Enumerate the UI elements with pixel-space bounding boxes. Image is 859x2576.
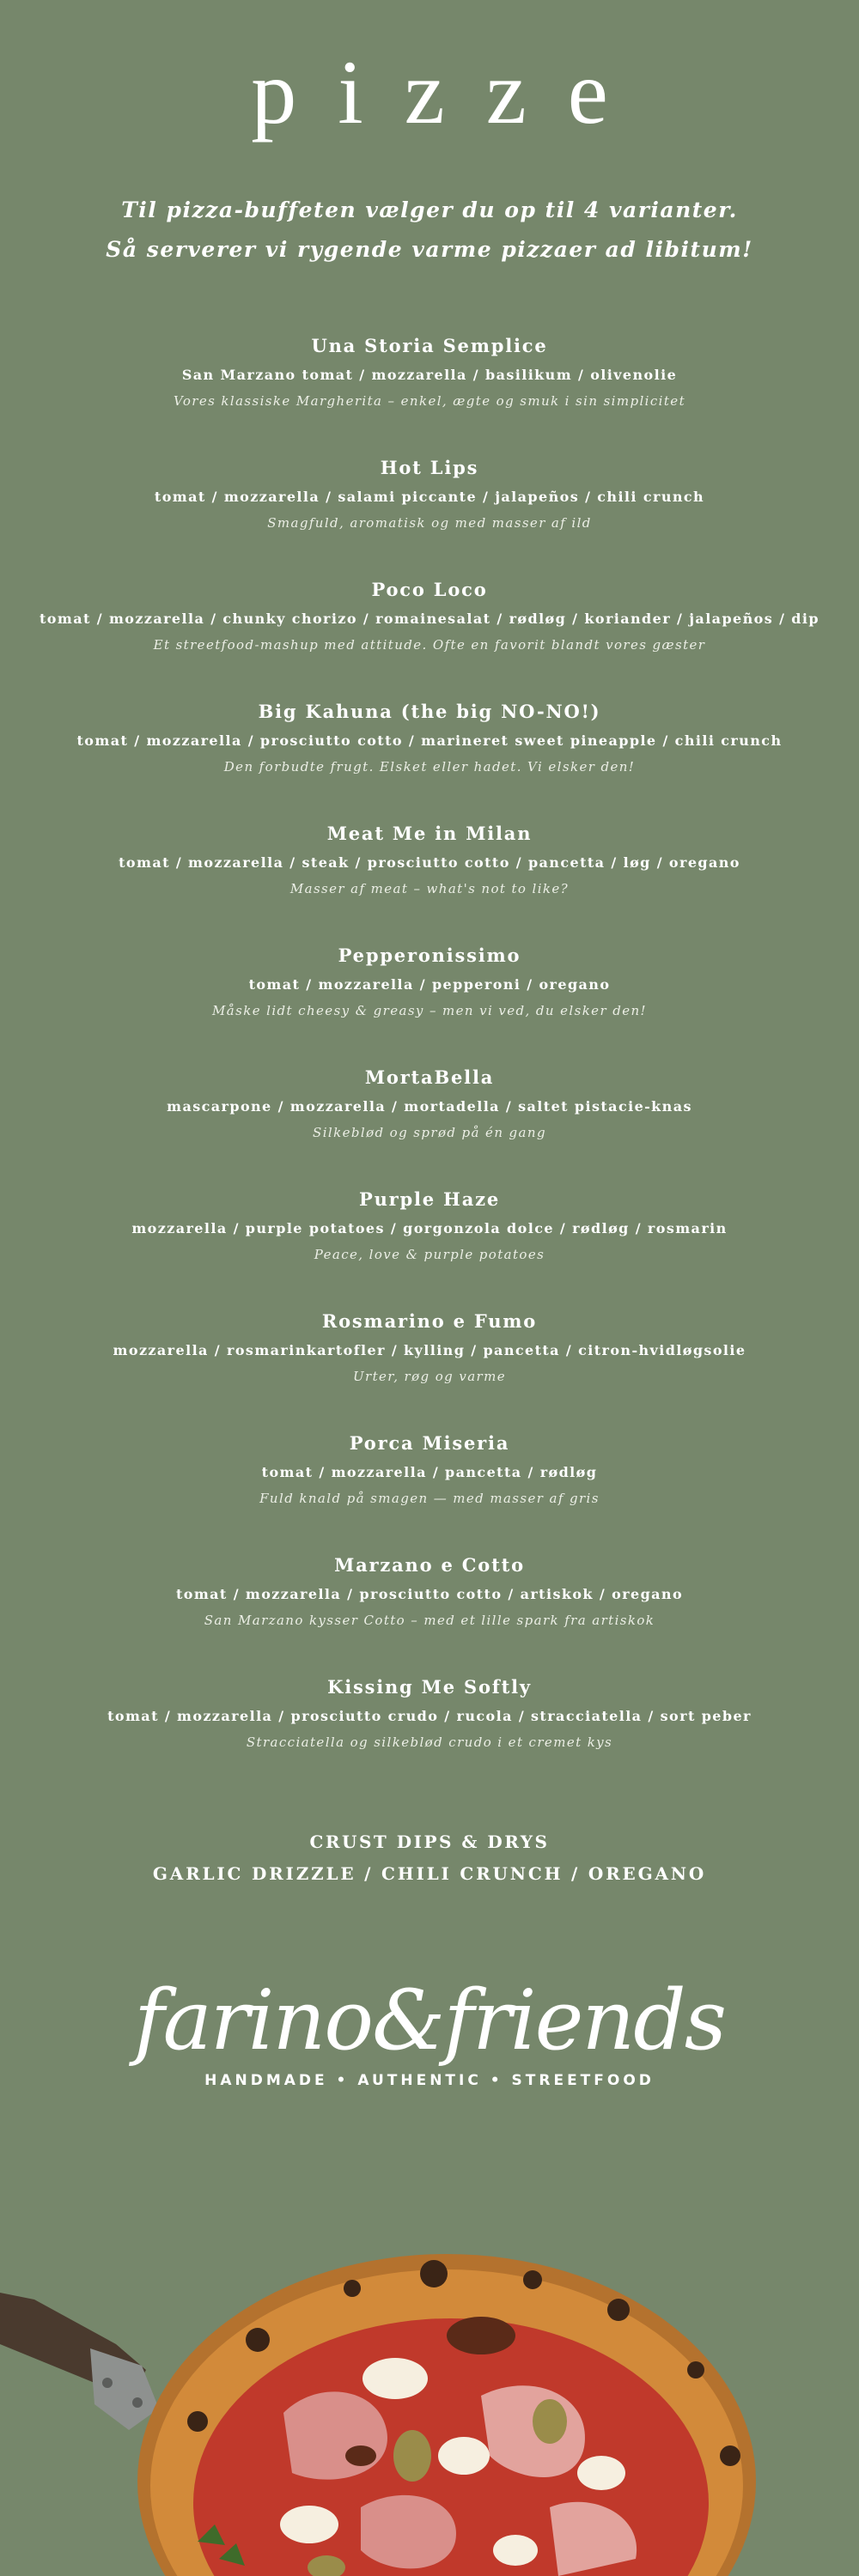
pizza-name: Una Storia Semplice [311,335,548,356]
pizza-ingredients: tomat / mozzarella / steak / prosciutto cotto / pancetta / løg / oregano [119,854,740,871]
pizza-description: Måske lidt cheesy & greasy – men vi ved, du elsker den! [212,1003,647,1018]
pizza-description: Vores klassiske Margherita – enkel, ægte og smuk i sin simplicitet [173,393,686,409]
pizza-name: Pepperonissimo [338,945,521,966]
peel-bracket [90,2348,159,2430]
pizza-menu-list [0,333,859,1796]
menu-item [0,333,859,455]
pizza-name: Purple Haze [359,1188,500,1210]
pizza-ingredients: mozzarella / purple potatoes / gorgonzola dolce / rødløg / rosmarin [131,1220,728,1236]
pizza-description: Peace, love & purple potatoes [314,1247,545,1262]
pizza-name: Poco Loco [371,579,488,600]
pizza-name: Porca Miseria [349,1432,510,1454]
pizza-name: Rosmarino e Fumo [321,1310,538,1332]
menu-item [0,577,859,699]
page-title: pizze [251,42,649,143]
brand-logo [0,1972,859,2099]
pizza-description: Silkeblød og sprød på én gang [313,1125,546,1140]
pizza-ingredients: tomat / mozzarella / prosciutto cotto / marineret sweet pineapple / chili crunch [76,732,783,749]
extras-heading: CRUST DIPS & DRYS [309,1832,550,1852]
pizza-name: MortaBella [364,1066,495,1088]
pizza-description: Et streetfood-mashup med attitude. Ofte en favorit blandt vores gæster [153,637,706,653]
menu-item [0,1065,859,1187]
pizza-ingredients: mozzarella / rosmarinkartofler / kylling / pancetta / citron-hvidløgsolie [113,1342,746,1358]
menu-item [0,1309,859,1431]
pizza-name: Big Kahuna (the big NO-NO!) [258,701,601,722]
intro-line: Til pizza-buffeten vælger du op til 4 varianter. [121,197,738,222]
pizza-description: Den forbudte frugt. Elsket eller hadet. Vi elsker den! [223,759,636,775]
pizza-ingredients: tomat / mozzarella / prosciutto cotto / artiskok / oregano [175,1586,684,1602]
crust-extras [0,1827,859,1891]
menu-item [0,1187,859,1309]
pizza-ingredients: tomat / mozzarella / prosciutto crudo / rucola / stracciatella / sort peber [107,1708,752,1724]
menu-item [0,1431,859,1552]
pizza-description: Urter, røg og varme [352,1369,507,1384]
pizza-name: Hot Lips [380,457,479,478]
pizza-ingredients: tomat / mozzarella / chunky chorizo / romainesalat / rødløg / koriander / jalapeños / dip [40,611,819,627]
pizza-ingredients: San Marzano tomat / mozzarella / basilikum / olivenolie [181,367,678,383]
pizza-photo [0,2198,859,2576]
intro-line: Så serverer vi rygende varme pizzaer ad libitum! [106,237,753,262]
pizza-ingredients: tomat / mozzarella / pancetta / rødløg [261,1464,598,1480]
pizza-description: Stracciatella og silkeblød crudo i et cremet kys [246,1735,613,1750]
extras-list: GARLIC DRIZZLE / CHILI CRUNCH / OREGANO [152,1863,707,1884]
menu-item [0,455,859,577]
menu-item [0,943,859,1065]
pizza-ingredients: tomat / mozzarella / pepperoni / oregano [248,976,611,993]
pizza-description: Fuld knald på smagen — med masser af gris [259,1491,600,1506]
pizza-name: Marzano e Cotto [334,1554,525,1576]
menu-item [0,699,859,821]
pizza-name: Kissing Me Softly [327,1676,532,1698]
logo-tagline: HANDMADE • AUTHENTIC • STREETFOOD [204,2072,655,2089]
pizza-description: Smagfuld, aromatisk og med masser af ild [267,515,592,531]
pizza-ingredients: tomat / mozzarella / salami piccante / jalapeños / chili crunch [154,489,705,505]
pizza-description: Masser af meat – what's not to like? [289,881,570,896]
pizza-description: San Marzano kysser Cotto – med et lille spark fra artiskok [204,1613,655,1628]
menu-item [0,821,859,943]
pizza-ingredients: mascarpone / mozzarella / mortadella / saltet pistacie-knas [167,1098,692,1115]
intro-text [0,191,859,270]
pizza-name: Meat Me in Milan [326,823,533,844]
menu-item [0,1674,859,1796]
menu-item [0,1552,859,1674]
logo-wordmark: farino&friends [134,1972,725,2069]
